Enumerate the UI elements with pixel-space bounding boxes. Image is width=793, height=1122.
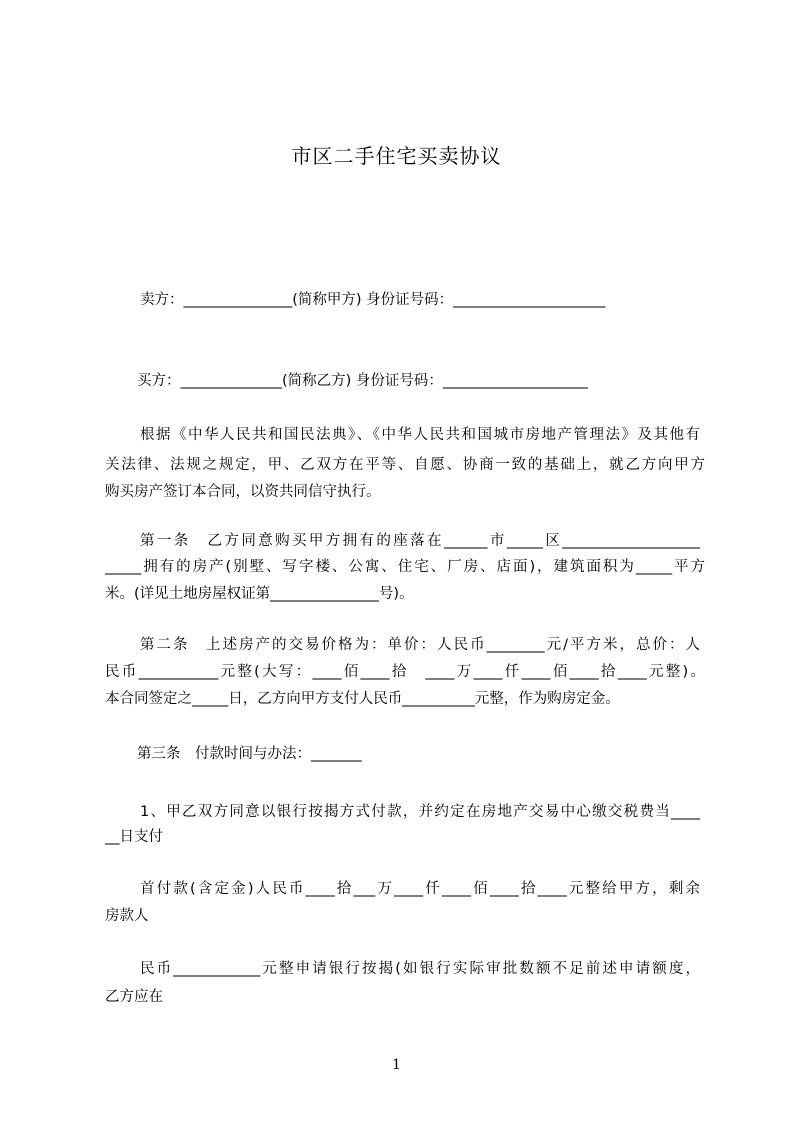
buyer-line: 买方：______________(简称乙方) 身份证号码：____________________ bbox=[137, 373, 588, 389]
article2-line-2: 民币___________元整(大写：____佰____拾 ____万____仟____佰____拾____元整)。 bbox=[105, 664, 705, 680]
preamble-line-2: 关法律、法规之规定，甲、乙双方在平等、自愿、协商一致的基础上，就乙方向甲方 bbox=[105, 457, 705, 473]
clause1-line-2: __日支付 bbox=[105, 829, 163, 845]
article1-line-2: _____拥有的房产(别墅、写字楼、公寓、住宅、厂房、店面)，建筑面积为_____平方 bbox=[105, 559, 705, 575]
loan-line-2: 乙方应在 bbox=[105, 989, 163, 1005]
down-payment-line-1: 首付款(含定金)人民币____拾___万____仟____佰____拾____元整给甲方，剩余 bbox=[140, 881, 700, 897]
preamble-line-3: 购买房产签订本合同，以资共同信守执行。 bbox=[105, 484, 381, 500]
article2-line-3: 本合同签定之_____日，乙方向甲方支付人民币__________元整，作为购房定金。 bbox=[105, 691, 620, 707]
page-number: 1 bbox=[392, 1057, 401, 1073]
document-title: 市区二手住宅买卖协议 bbox=[291, 144, 502, 168]
article2-line-1: 第二条 上述房产的交易价格为：单价：人民币________元/平方米，总价：人 bbox=[140, 637, 700, 653]
loan-line-1: 民币____________元整申请银行按揭(如银行实际审批数额不足前述申请额度， bbox=[140, 961, 700, 977]
down-payment-line-2: 房款人 bbox=[105, 908, 149, 924]
clause1-line-1: 1、甲乙双方同意以银行按揭方式付款，并约定在房地产交易中心缴交税费当____ bbox=[140, 804, 700, 820]
seller-line: 卖方：_______________(简称甲方) 身份证号码：_____________________ bbox=[140, 292, 606, 308]
article1-line-3: 米。(详见土地房屋权证第_______________号)。 bbox=[105, 586, 414, 602]
article3-heading: 第三条 付款时间与办法：_______ bbox=[137, 746, 362, 762]
preamble-line-1: 根据《中华人民共和国民法典》、《中华人民共和国城市房地产管理法》及其他有 bbox=[140, 427, 700, 443]
article1-line-1: 第一条 乙方同意购买甲方拥有的座落在______市_____区___________________ bbox=[140, 533, 700, 549]
